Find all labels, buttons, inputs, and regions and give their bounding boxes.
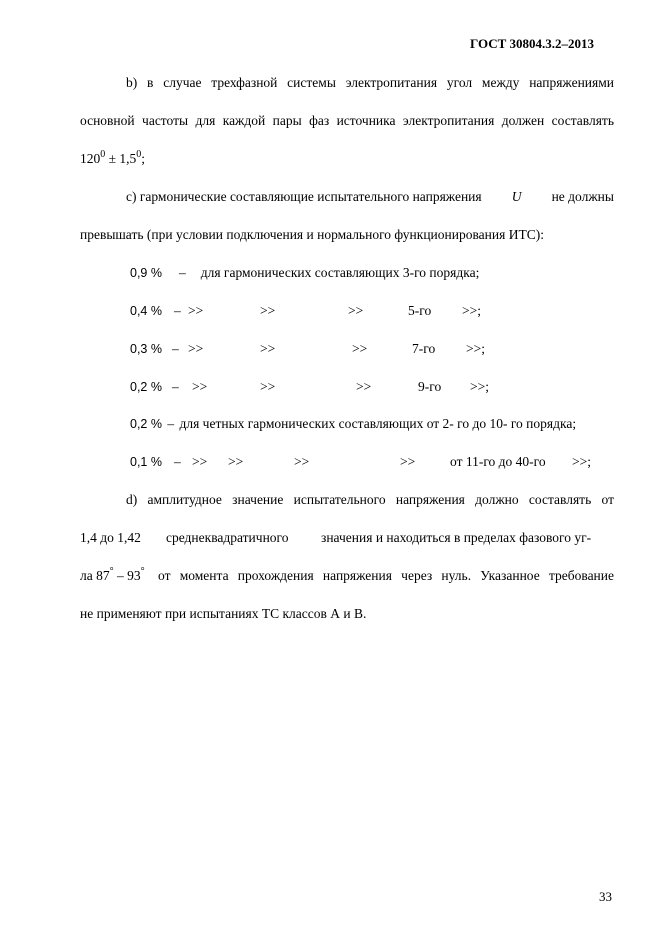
ditto-mark: >> (348, 303, 364, 318)
para-c-line1 (126, 189, 614, 205)
para-b-end: ; (141, 151, 146, 166)
ditto-mark: >> (260, 303, 276, 318)
limit-description: для гармонических составляющих 3-го порядка; (200, 265, 480, 280)
para-c-text: c) гармонические составляющие испытательного напряжения (126, 189, 482, 204)
ditto-mark: >> (192, 454, 208, 469)
limit-description: для четных гармонических составляющих от 2- го до 10- го порядка; (179, 416, 577, 431)
limit-value: 0,2 % (130, 417, 162, 431)
ditto-mark: >> (188, 303, 204, 318)
limit-value: 0,3 % (130, 342, 162, 356)
para-d-line3 (80, 568, 614, 584)
limit-dash: – (174, 303, 181, 318)
phase-range (80, 568, 145, 586)
ditto-mark: >> (188, 341, 204, 356)
limit-row-9th (130, 379, 500, 395)
degree-sup-2: 0 (136, 149, 142, 160)
para-b-line2: основной частоты для каждой пары фаз источника электропитания должен составлять (80, 113, 614, 128)
para-c-text-end: не должны (551, 189, 614, 204)
page-number: 33 (599, 889, 612, 904)
ditto-mark: >> (192, 379, 208, 394)
rms-term: среднеквадратичного (166, 530, 289, 545)
ditto-mark: >> (294, 454, 310, 469)
ditto-mark: >> (260, 341, 276, 356)
limit-value: 0,2 % (130, 380, 162, 394)
limit-row-3rd (130, 265, 479, 281)
limit-dash: – (172, 379, 179, 394)
phase-angle-tolerance: ± 1,5 (105, 151, 137, 166)
ditto-mark: >> (400, 454, 416, 469)
ditto-mark: >> (352, 341, 368, 356)
ditto-mark: >> (260, 379, 276, 394)
harmonic-order-range: от 11-го до 40-го (450, 454, 546, 469)
amplitude-range: 1,4 до 1,42 (80, 530, 141, 545)
voltage-variable: U (511, 189, 522, 204)
harmonic-order: 5-го (408, 303, 432, 318)
para-b-line1: b) в случае трехфазной системы электропитания угол между напряжениями (126, 75, 614, 90)
ditto-mark: >>; (572, 454, 591, 469)
degree-mark-1: ° (109, 566, 114, 577)
para-d-line1: d) амплитудное значение испытательного напряжения должно составлять от (126, 492, 614, 507)
limit-value: 0,1 % (130, 455, 162, 469)
degree-sup-1: 0 (100, 149, 106, 160)
para-d-line4: не применяют при испытаниях ТС классов А и В. (80, 606, 367, 621)
phase-start: ла 87 (80, 568, 110, 583)
limit-row-7th (130, 341, 490, 357)
ditto-mark: >>; (462, 303, 481, 318)
limit-dash: – (167, 416, 175, 431)
ditto-mark: >>; (470, 379, 489, 394)
para-b-line3 (80, 151, 145, 167)
limit-row-even (130, 416, 576, 432)
degree-mark-2: ° (140, 566, 145, 577)
ditto-mark: >> (228, 454, 244, 469)
para-c-line2: превышать (при условии подключения и нормального функционирования ИТС): (80, 227, 544, 242)
para-d-line2 (80, 530, 614, 546)
ditto-mark: >> (356, 379, 372, 394)
phase-end: – 93 (113, 568, 141, 583)
limit-row-5th (130, 303, 490, 319)
limit-dash: – (172, 341, 179, 356)
limit-dash: – (174, 454, 181, 469)
harmonic-order: 7-го (412, 341, 436, 356)
harmonic-order: 9-го (418, 379, 442, 394)
limit-value: 0,4 % (130, 304, 162, 318)
limit-dash: – (178, 265, 186, 280)
limit-value: 0,9 % (130, 266, 162, 280)
phase-angle-value: 120 (80, 151, 101, 166)
document-header: ГОСТ 30804.3.2–2013 (470, 36, 595, 51)
para-d-text: от момента прохождения напряжения через нуль. Указанное требование (158, 568, 614, 583)
limit-row-11-40 (130, 454, 600, 470)
ditto-mark: >>; (466, 341, 485, 356)
para-d-text: значения и находиться в пределах фазового уг- (321, 530, 592, 545)
